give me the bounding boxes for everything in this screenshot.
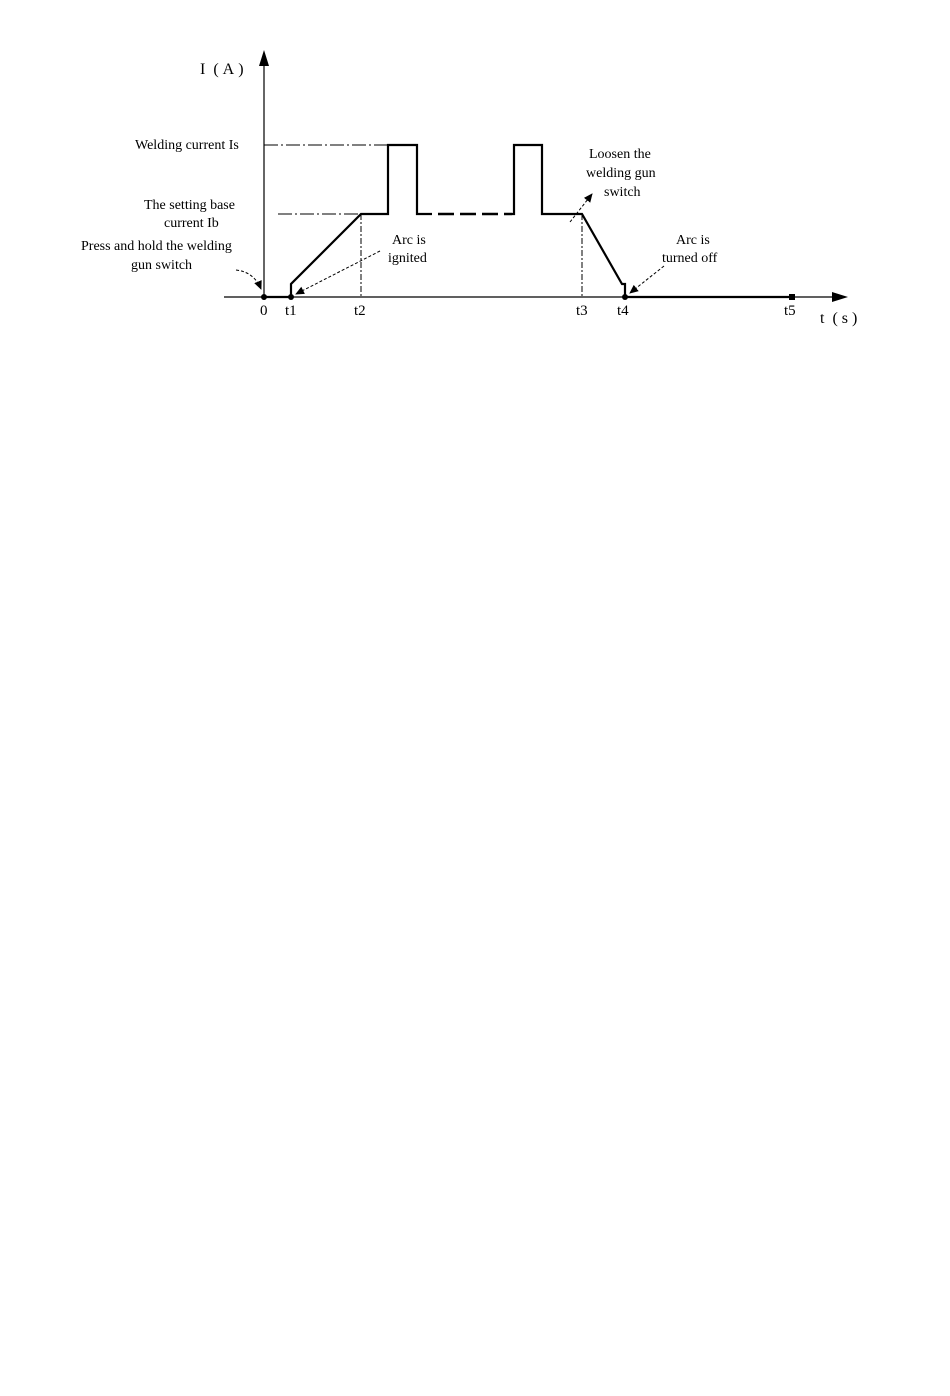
tick-label-t3: t3 — [576, 303, 588, 319]
loosen-switch-label-line3: switch — [604, 185, 641, 200]
arc-ignited-label-line1: Arc is — [392, 233, 426, 248]
x-axis-label: t ( s ) — [820, 310, 858, 327]
origin-dot — [261, 294, 267, 300]
tick-label-t4: t4 — [617, 303, 629, 319]
x-axis-arrowhead — [832, 292, 848, 302]
y-axis-label: I ( A ) — [200, 61, 244, 78]
press-hold-label-line1: Press and hold the welding — [81, 239, 232, 254]
arc-off-arrow — [630, 266, 664, 293]
t4-dot — [622, 294, 628, 300]
welding-current-label: Welding current Is — [135, 138, 239, 153]
tick-label-t5: t5 — [784, 303, 796, 319]
tick-label-t2: t2 — [354, 303, 366, 319]
y-axis-arrowhead — [259, 50, 269, 66]
arc-off-label-line2: turned off — [662, 251, 718, 266]
base-current-label-line2: current Ib — [164, 216, 219, 231]
t1-dot — [288, 294, 294, 300]
press-hold-arrow — [236, 270, 261, 289]
loosen-switch-arrow — [570, 194, 592, 222]
base-current-label-line1: The setting base — [144, 198, 235, 213]
t5-marker — [789, 294, 795, 300]
arc-ignited-label-line2: ignited — [388, 251, 427, 266]
loosen-switch-label-line2: welding gun — [586, 166, 656, 181]
current-waveform-part1 — [264, 145, 432, 297]
arc-off-label-line1: Arc is — [676, 233, 710, 248]
tick-label-t1: t1 — [285, 303, 297, 319]
arc-ignited-arrow — [296, 251, 380, 294]
loosen-switch-label-line1: Loosen the — [589, 147, 651, 162]
press-hold-label-line2: gun switch — [131, 258, 193, 273]
tick-label-0: 0 — [260, 303, 268, 319]
